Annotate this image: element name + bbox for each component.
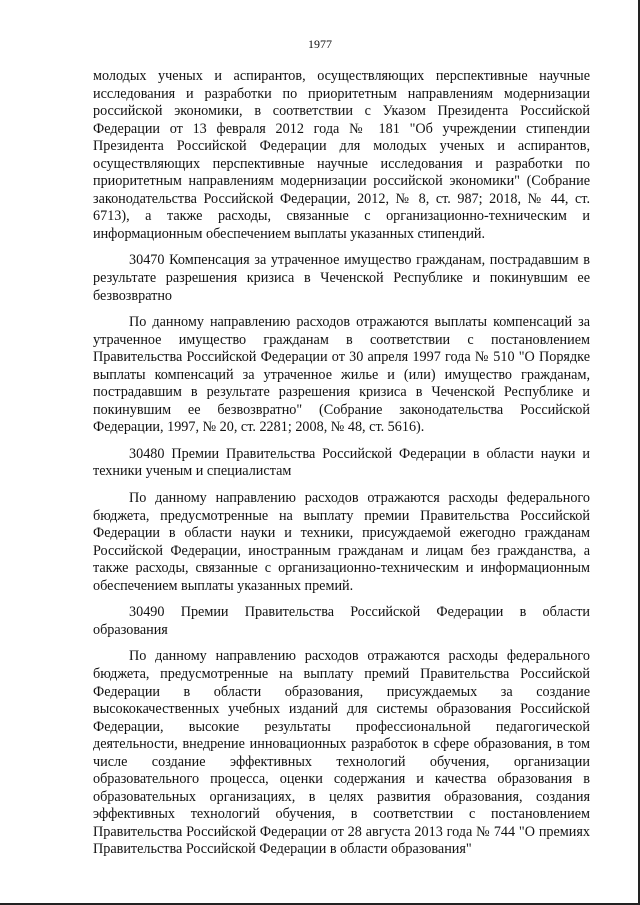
heading-30490: 30490 Премии Правительства Российской Федерации в области образования bbox=[93, 604, 590, 638]
page-number: 1977 bbox=[308, 37, 332, 51]
heading-30480: 30480 Премии Правительства Российской Федерации в области науки и техники ученым и специалистам bbox=[93, 445, 590, 480]
paragraph-30480-description: По данному направлению расходов отражаются расходы федерального бюджета, предусмотренные на выплату премии Правительства Российской Федерации в области науки и техники, присуждаемой ежегодно гражданам Российской Федерации, иностранным гражданам и лицам без гражданства, а также расходы, связанные с организационно-техническим и информационным обеспечением выплаты указанных премий. bbox=[93, 490, 590, 594]
paragraph-30470-description: По данному направлению расходов отражаются выплаты компенсаций за утраченное имущество гражданам в соответствии с постановлением Правительства Российской Федерации от 30 апреля 1997 года № 510 "О Порядке выплаты компенсаций за утраченное жилье и (или) имущество гражданам, пострадавшим в результате разрешения кризиса в Чеченской Республике и покинувшим ее безвозвратно" (Собрание законодательства Российской Федерации, 1997, № 20, ст. 2281; 2008, № 48, ст. 5616). bbox=[93, 314, 590, 436]
heading-30470: 30470 Компенсация за утраченное имущество гражданам, пострадавшим в результате разрешения кризиса в Чеченской Республике и покинувшим ее безвозвратно bbox=[93, 252, 590, 304]
paragraph-stipend-continuation: молодых ученых и аспирантов, осуществляющих перспективные научные исследования и разработки по приоритетным направлениям модернизации российской экономики, в соответствии с Указом Президента Российской Федерации от 13 февраля 2012 года № 181 "Об учреждении стипендии Президента Российской Федерации для молодых ученых и аспирантов, осуществляющих перспективные научные исследования и разработки по приоритетным направлениям модернизации российской экономики" (Собрание законодательства Российской Федерации, 2012, № 8, ст. 987; 2018, № 44, ст. 6713), а также расходы, связанные с организационно-техническим и информационным обеспечением выплаты указанных стипендий. bbox=[93, 68, 590, 242]
document-body bbox=[93, 68, 590, 868]
paragraph-30490-description: По данному направлению расходов отражаются расходы федерального бюджета, предусмотренные на выплату премий Правительства Российской Федерации в области образования, присуждаемых за создание высококачественных учебных изданий для системы образования Российской Федерации, высокие результаты профессиональной педагогической деятельности, внедрение инновационных разработок в сфере образования, в том числе создание эффективных технологий обучения, организации образовательного процесса, оценки содержания и качества образования в образовательных организациях, в целях развития образования, создания эффективных технологий обучения, в соответствии с постановлением Правительства Российской Федерации от 28 августа 2013 года № 744 "О премиях Правительства Российской Федерации в области образования" bbox=[93, 648, 590, 858]
